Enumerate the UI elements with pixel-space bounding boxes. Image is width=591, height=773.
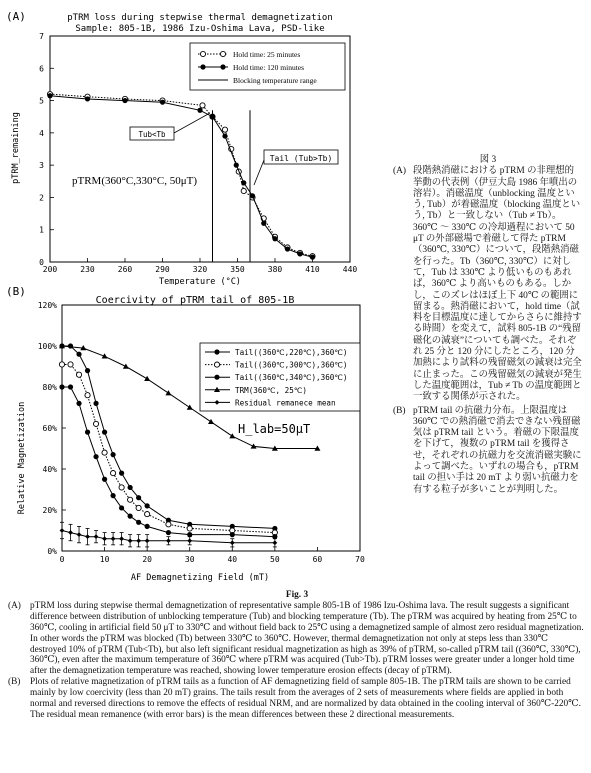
data-point — [94, 534, 99, 539]
y-tick-label: 0 — [39, 258, 44, 267]
data-point — [77, 532, 82, 537]
data-point — [230, 540, 235, 545]
data-point — [123, 364, 129, 369]
data-point — [85, 368, 90, 373]
chart-a-annotation-main: pTRM(360°C,330°C, 50μT) — [72, 175, 198, 187]
x-tick-label: 440 — [342, 265, 358, 274]
data-point — [76, 352, 81, 357]
data-point — [68, 343, 73, 348]
x-tick-label: 50 — [270, 555, 280, 564]
data-point — [297, 251, 302, 256]
jp-caption-b-text: pTRM tail の抗磁力分布。上限温度は 360℃ での熱消磁で消去できない残留磁気は pTRM tail という。着磁の下限温度を下げて，複数の pTRM tail を獲得させ，それぞれの抗磁力を交流消磁実験によって調べた。いずれの場合も，pTRM tail の担い手は 20 mT より弱い抗磁力を有する粒子が多いことが判明した。 — [413, 405, 582, 495]
data-point — [272, 236, 277, 241]
x-tick-label: 60 — [312, 555, 323, 564]
data-point — [310, 255, 315, 260]
x-tick-label: 70 — [355, 555, 365, 564]
jp-caption-a-text: 段階熱消磁における pTRM の非理想的挙動の代表例（伊豆大島 1986 年噴出の溶岩）。消磁温度（unblocking 温度という, Tub）が着磁温度（blocking 温度という, Tb）と一致しない（Tub ≠ Tb）。360℃ 〜 330℃ の冷却過程において 50 μT の外部磁場で着磁して得た pTRM（360℃, 330℃）について，段階熱消磁を行った。Tb（360℃, 330℃）に対して，Tub は 330℃ より低いものもあれば，360℃ より高いものもある。しかし，このズレはほぼ上下 40℃ の範囲に留まる。熱消磁において，hold time（試料を目標温度に達してからさらに維持する時間）を変えて，試料 805-1B の“残留磁化の減衰”についても調べた。それぞれ 25 分と 120 分にしたところ，120 分加熱により試料の残留磁気の減衰は完全に止まった。この残留磁気の減衰が発生した温度範囲は，Tub ≠ Tb の温度範囲と一致する関係が示された。 — [413, 166, 582, 403]
chart-b — [0, 283, 391, 583]
chart-b-title: Coercivity of pTRM tail of 805-1B — [95, 295, 295, 306]
en-caption-b-label: (B) — [8, 677, 21, 688]
jp-caption-b-label: (B) — [393, 405, 406, 416]
y-tick-label: 7 — [39, 32, 44, 41]
x-tick-label: 30 — [184, 555, 195, 564]
legend-label: Hold time: 120 minutes — [233, 63, 305, 72]
chart-b-frame — [62, 305, 360, 551]
legend-marker — [214, 349, 219, 354]
data-point — [241, 188, 246, 193]
data-point — [47, 93, 52, 98]
data-point — [102, 450, 107, 455]
legend-label: Blocking temperature range — [233, 76, 317, 85]
data-point — [285, 246, 290, 251]
legend-marker — [214, 375, 219, 380]
data-point — [197, 108, 202, 113]
data-point — [187, 538, 192, 543]
svg-text:Tail (Tub>Tb): Tail (Tub>Tb) — [269, 154, 333, 163]
legend-marker — [220, 64, 225, 69]
jp-caption — [393, 155, 583, 496]
data-point — [93, 421, 98, 426]
data-point — [136, 538, 141, 543]
y-tick-label: 3 — [39, 161, 44, 171]
y-tick-label: 40% — [42, 465, 57, 474]
legend-label: Residual remanece mean — [235, 398, 336, 408]
x-tick-label: 350 — [230, 265, 245, 274]
data-point — [261, 221, 266, 226]
data-point — [60, 528, 65, 533]
legend-label: Tail((360℃,220℃),360℃) — [235, 348, 348, 357]
data-point — [234, 163, 239, 168]
data-point — [166, 538, 171, 543]
data-point — [68, 384, 73, 389]
data-point — [128, 485, 133, 490]
x-tick-label: 0 — [59, 555, 65, 564]
jp-caption-b — [393, 406, 583, 496]
y-tick-label: 5 — [39, 96, 44, 106]
data-point — [85, 96, 90, 101]
data-point — [85, 534, 90, 539]
data-point — [76, 401, 81, 406]
legend-marker — [200, 51, 205, 56]
chart-a — [0, 0, 391, 285]
data-point — [187, 405, 193, 410]
data-point — [165, 390, 171, 395]
en-caption-a — [8, 601, 586, 677]
data-point — [136, 520, 141, 525]
y-tick-label: 1 — [39, 225, 44, 235]
data-point — [119, 471, 124, 476]
en-caption-b — [8, 677, 586, 721]
data-point — [187, 526, 192, 531]
data-point — [128, 514, 133, 519]
svg-text:Tub<Tb: Tub<Tb — [138, 130, 166, 139]
legend-marker — [214, 362, 219, 367]
data-point — [222, 133, 227, 138]
data-point — [119, 536, 124, 541]
data-point — [250, 193, 255, 198]
chart-a-title-1: pTRM loss during stepwise thermal demagnetization — [67, 13, 333, 23]
legend-label: Hold time: 25 minutes — [233, 50, 301, 59]
data-point — [208, 419, 214, 424]
data-point — [110, 452, 115, 457]
chart-a-annotation-tub-lt — [130, 113, 210, 140]
data-point — [166, 530, 171, 535]
data-point — [85, 393, 90, 398]
chart-b-annotation: H_lab=50μT — [238, 422, 311, 436]
chart-b-plot-area — [62, 305, 360, 551]
chart-a-annotation-tail — [254, 150, 338, 185]
legend-marker — [200, 64, 205, 69]
jp-caption-a-label: (A) — [393, 166, 407, 177]
y-tick-label: 60% — [42, 424, 57, 433]
y-tick-label: 6 — [39, 64, 44, 74]
y-tick-label: 0% — [47, 547, 57, 556]
data-point — [136, 495, 141, 500]
panel-a-label: (A) — [6, 10, 26, 23]
legend-label: TRM(360℃, 25℃) — [235, 385, 307, 395]
data-point — [136, 505, 141, 510]
data-point — [119, 485, 124, 490]
x-tick-label: 290 — [155, 265, 170, 274]
chart-a-xlabel: Temperature (°C) — [159, 277, 241, 285]
y-tick-label: 100% — [37, 342, 57, 351]
data-point — [145, 503, 150, 508]
data-point — [128, 497, 133, 502]
x-tick-label: 200 — [42, 265, 58, 274]
en-caption-a-text: pTRM loss during stepwise thermal demagnetization of representative sample 805-1B of 1986 Izu-Oshima lava. The result suggests a significant difference between distribution of unblocking temperature (Tub) and blocking temperature (Tb). The pTRM was acquired by heating from 25℃ to 360℃, cooling in artificial field 50 μT to 330℃ and without field back to 25℃ using a demagnetized sample of almost zero residual magnetization. In other words the pTRM was blocked (Tb) between 330℃ to 360℃. However, thermal demagnetization not only at steps less than 330℃ destroyed 10% of pTRM (Tub<Tb), but also left significant residual magnetization as high as 39% of pTRM, so-called pTRM tail ((360℃, 330℃), 360℃), even after the maximum temperature of 360℃ where pTRM was acquired (Tub>Tb). pTRM losses were greater under a longer hold time after the demagnetization temperature was reached, showing lower temperature erosion effects (decay of pTRM). — [30, 600, 584, 677]
x-tick-label: 40 — [227, 555, 238, 564]
chart-b-ylabel: Relative Magnetization — [17, 401, 27, 515]
data-point — [93, 401, 98, 406]
legend-label: Tail((360℃,340℃),360℃) — [235, 373, 348, 383]
data-point — [241, 180, 246, 185]
chart-a-ylabel: pTRM_remaining — [11, 112, 21, 184]
x-tick-label: 260 — [117, 265, 133, 274]
jp-caption-a — [393, 166, 583, 403]
x-tick-label: 20 — [142, 555, 152, 564]
data-point — [119, 505, 124, 510]
data-point — [200, 103, 205, 108]
data-point — [68, 530, 73, 535]
data-point — [145, 512, 150, 517]
chart-b-legend — [200, 343, 360, 411]
data-point — [110, 493, 115, 498]
en-caption — [8, 590, 586, 721]
data-point — [122, 98, 127, 103]
chart-a-title-2: Sample: 805-1B, 1986 Izu-Oshima Lava, PSD-like — [75, 24, 325, 34]
data-point — [102, 536, 107, 541]
x-tick-label: 410 — [305, 265, 320, 274]
data-point — [59, 384, 64, 389]
y-tick-label: 20% — [42, 506, 57, 515]
y-tick-label: 4 — [39, 128, 44, 138]
data-point — [145, 524, 150, 529]
en-figure-number: Fig. 3 — [285, 590, 309, 600]
x-tick-label: 380 — [267, 265, 283, 274]
data-point — [230, 532, 235, 537]
y-tick-label: 120% — [37, 301, 57, 310]
data-point — [93, 454, 98, 459]
data-point — [128, 538, 133, 543]
data-point — [102, 477, 107, 482]
x-tick-label: 10 — [99, 555, 110, 564]
data-point — [272, 540, 277, 545]
data-point — [166, 522, 171, 527]
data-point — [76, 372, 81, 377]
y-tick-label: 2 — [39, 193, 44, 203]
data-point — [144, 376, 150, 381]
en-caption-a-label: (A) — [8, 600, 21, 611]
data-point — [222, 127, 227, 132]
data-point — [68, 362, 73, 367]
data-point — [111, 536, 116, 541]
chart-a-legend — [190, 43, 345, 90]
data-point — [85, 430, 90, 435]
data-point — [251, 443, 257, 448]
data-point — [160, 100, 165, 105]
x-tick-label: 320 — [192, 265, 208, 274]
data-point — [59, 362, 64, 367]
jp-figure-number: 図 3 — [479, 155, 497, 165]
legend-label: Tail((360℃,300℃),360℃) — [235, 360, 348, 370]
en-caption-b-text: Plots of relative magnetization of pTRM tails as a function of AF demagnetizing field of sample 805-1B. The pTRM tails are shown to be carried mainly by low coercivity (less than 20 mT) grains. The tails result from the averages of 2 sets of measurements where fields are applied in both normal and reversed directions to remove the effects of residual NRM, and are normalized by data obtained in the cooling interval of 360℃-220℃. The residual mean remanence (with error bars) is the mean differences between these 2 directional measurements. — [30, 677, 581, 720]
data-point — [145, 538, 150, 543]
panel-b-label: (B) — [6, 285, 26, 298]
chart-b-xlabel: AF Demagnetizing Field (mT) — [130, 573, 270, 583]
data-point — [229, 433, 235, 438]
legend-marker — [220, 51, 225, 56]
y-tick-label: 80% — [42, 383, 57, 392]
data-point — [102, 430, 107, 435]
data-point — [110, 471, 115, 476]
x-tick-label: 230 — [80, 265, 95, 274]
